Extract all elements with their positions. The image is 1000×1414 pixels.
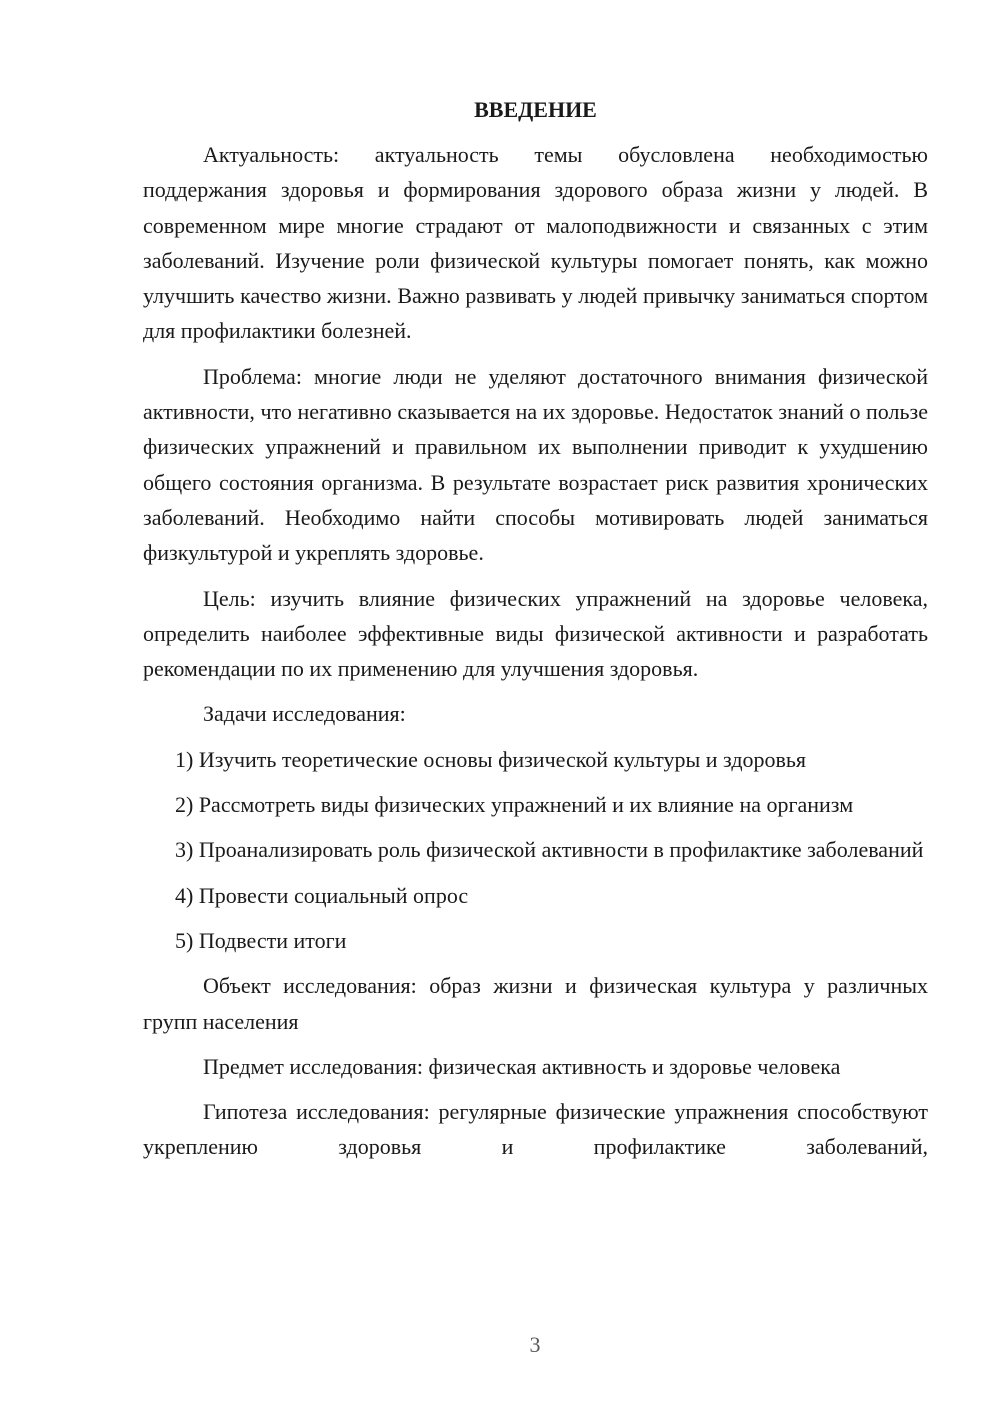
- section-title: ВВЕДЕНИЕ: [474, 97, 597, 122]
- task-item-4: 4) Провести социальный опрос: [175, 882, 469, 908]
- task-item-2: 2) Рассмотреть виды физических упражнений и их влияние на организм: [175, 792, 854, 818]
- task-item-1: 1) Изучить теоретические основы физической культуры и здоровья: [175, 746, 807, 772]
- task-item-3: 3) Проанализировать роль физической активности в профилактике заболеваний: [175, 837, 924, 863]
- paragraph-problem: Проблема: многие люди не уделяют достаточного внимания физической активности, что негативно сказывается на их здоровье. Недостаток знаний о пользе физических упражнений и правильном их выполнении приводит к ухудшению общего состояния организма. В результате возрастает риск развития хронических заболеваний. Необходимо найти способы мотивировать людей заниматься физкультурой и укреплять здоровье.: [143, 363, 928, 566]
- tasks-heading: Задачи исследования:: [203, 701, 406, 727]
- document-page: [143, 92, 928, 1175]
- paragraph-hypothesis: Гипотеза исследования: регулярные физические упражнения способствуют укреплению здоровья и профилактике заболеваний,: [143, 1099, 928, 1160]
- page-number: 3: [529, 1332, 541, 1357]
- paragraph-subject: Предмет исследования: физическая активность и здоровье человека: [203, 1053, 841, 1079]
- paragraph-object: Объект исследования: образ жизни и физическая культура у различных групп населения: [143, 973, 928, 1034]
- paragraph-relevance: Актуальность: актуальность темы обусловлена необходимостью поддержания здоровья и формирования здорового образа жизни у людей. В современном мире многие страдают от малоподвижности и связанных с этим заболеваний. Изучение роли физической культуры помогает понять, как можно улучшить качество жизни. Важно развивать у людей привычку заниматься спортом для профилактики болезней.: [143, 142, 928, 344]
- task-item-5: 5) Подвести итоги: [175, 927, 347, 953]
- paragraph-goal: Цель: изучить влияние физических упражнений на здоровье человека, определить наиболее эффективные виды физической активности и разработать рекомендации по их применению для улучшения здоровья.: [143, 585, 928, 682]
